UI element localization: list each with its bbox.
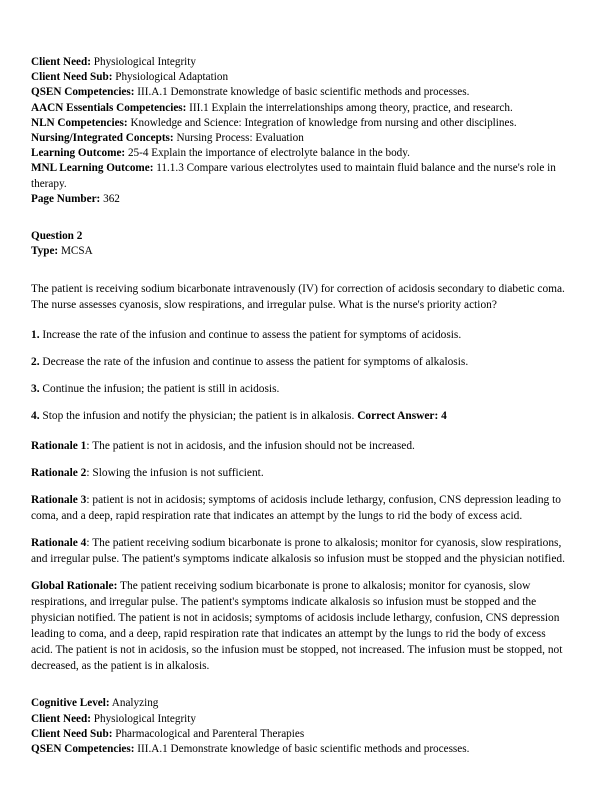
metadata-row-qsen-competencies [31, 85, 567, 100]
choice-text: Stop the infusion and notify the physician; the patient is in alkalosis. [42, 410, 355, 423]
choice-text: Continue the infusion; the patient is still in acidosis. [42, 383, 280, 396]
metadata-row-client-need-sub-bottom [31, 727, 567, 742]
metadata-row-nln-competencies [31, 116, 567, 131]
question-type-value: MCSA [60, 245, 93, 258]
answer-choice-2 [31, 354, 567, 370]
metadata-value: Physiological Adaptation [115, 71, 229, 84]
question-heading: Question 2 [31, 230, 83, 243]
choice-number: 1. [31, 329, 40, 342]
metadata-label: Nursing/Integrated Concepts: [31, 132, 174, 145]
answer-choice-4 [31, 408, 567, 424]
metadata-row-aacn-essentials-competencies [31, 101, 567, 116]
metadata-label: Cognitive Level: [31, 697, 110, 710]
rationale-label: Rationale 4 [31, 537, 87, 550]
metadata-row-client-need [31, 55, 567, 70]
global-rationale [31, 578, 567, 674]
metadata-label: MNL Learning Outcome: [31, 162, 154, 175]
rationale-1 [31, 438, 567, 454]
metadata-label: Page Number: [31, 192, 101, 205]
question-stem: The patient is receiving sodium bicarbonate intravenously (IV) for correction of acidosis secondary to diabetic coma. The nurse assesses cyanosis, slow respirations, and irregular pulse. What is the nurse's priority action? [31, 283, 565, 312]
spacer [31, 674, 567, 696]
metadata-row-qsen-competencies-bottom [31, 742, 567, 757]
metadata-value: 11.1.3 Compare various electrolytes used to maintain fluid balance and the nurse's role in therapy. [31, 162, 556, 190]
metadata-label: AACN Essentials Competencies: [31, 101, 187, 114]
rationale-separator: : [86, 440, 90, 453]
metadata-value: Analyzing [111, 697, 159, 710]
answer-choice-1 [31, 327, 567, 343]
metadata-label: QSEN Competencies: [31, 86, 135, 99]
rationales-list [31, 438, 567, 567]
rationale-separator: : [86, 467, 90, 480]
metadata-row-client-need-sub [31, 70, 567, 85]
metadata-label: Client Need Sub: [31, 71, 113, 84]
rationale-label: Rationale 1 [31, 440, 87, 453]
rationale-4 [31, 535, 567, 567]
choice-number: 2. [31, 356, 40, 369]
metadata-row-learning-outcome [31, 146, 567, 161]
spacer [31, 207, 567, 229]
metadata-label: Client Need: [31, 712, 91, 725]
choice-number: 3. [31, 383, 40, 396]
metadata-row-mnl-learning-outcome [31, 161, 567, 191]
correct-answer-value: 4 [441, 410, 447, 423]
metadata-value: Physiological Integrity [93, 712, 196, 725]
rationale-3 [31, 492, 567, 524]
rationale-text: The patient is not in acidosis, and the infusion should not be increased. [92, 440, 415, 453]
spacer [31, 424, 567, 438]
correct-answer-label: Correct Answer: [357, 410, 439, 423]
metadata-value: Physiological Integrity [93, 56, 196, 68]
rationale-text: The patient receiving sodium bicarbonate is prone to alkalosis; monitor for cyanosis, slow respirations, and irregular pulse. The patient's symptoms indicate alkalosis so infusion must be stopped and the physician notified. [31, 537, 565, 566]
global-rationale-label: Global Rationale: [31, 580, 118, 593]
rationale-separator: : [86, 494, 90, 507]
metadata-row-client-need-bottom [31, 712, 567, 727]
metadata-value: III.A.1 Demonstrate knowledge of basic scientific methods and processes. [137, 743, 470, 756]
metadata-value: III.1 Explain the interrelationships among theory, practice, and research. [189, 101, 513, 114]
rationale-separator: : [86, 537, 90, 550]
rationale-label: Rationale 2 [31, 467, 87, 480]
rationale-text: Slowing the infusion is not sufficient. [92, 467, 264, 480]
spacer [31, 313, 567, 327]
metadata-value: Knowledge and Science: Integration of knowledge from nursing and other disciplines. [130, 116, 517, 129]
metadata-value: III.A.1 Demonstrate knowledge of basic scientific methods and processes. [137, 86, 470, 99]
top-metadata-block [31, 55, 567, 207]
rationale-text: patient is not in acidosis; symptoms of acidosis include lethargy, confusion, CNS depression leading to coma, and a deep, rapid respiration rate that indicates an attempt by the lungs to rid the body of excess acid. [31, 494, 561, 523]
global-rationale-text: The patient receiving sodium bicarbonate is prone to alkalosis; monitor for cyanosis, slow respirations, and irregular pulse. The patient's symptoms indicate alkalosis so infusion must be stopped and the physician notified. The patient is not in acidosis; symptoms of acidosis include lethargy, confusion, CNS depression leading to coma, and a deep, rapid respiration rate that indicates an attempt by the lungs to rid the body of excess acid. The patient is not in acidosis, so the infusion must be stopped, not increased. The infusion must be stopped, not decreased, as the patient is in alkalosis. [31, 580, 563, 673]
metadata-value: Nursing Process: Evaluation [176, 132, 304, 145]
metadata-row-nursing-integrated-concepts [31, 131, 567, 146]
choice-number: 4. [31, 410, 40, 423]
question-type-row [31, 244, 567, 259]
metadata-value: 362 [103, 192, 120, 205]
question-type-label: Type: [31, 245, 59, 258]
bottom-metadata-block [31, 696, 567, 757]
metadata-label: Client Need: [31, 56, 91, 68]
metadata-value: Pharmacological and Parenteral Therapies [115, 727, 305, 740]
metadata-label: Learning Outcome: [31, 147, 126, 160]
rationale-2 [31, 465, 567, 481]
choice-text: Decrease the rate of the infusion and continue to assess the patient for symptoms of alkalosis. [42, 356, 469, 369]
answer-choice-3 [31, 381, 567, 397]
metadata-row-page-number [31, 192, 567, 207]
spacer [31, 259, 567, 281]
metadata-label: NLN Competencies: [31, 116, 128, 129]
metadata-label: Client Need Sub: [31, 727, 113, 740]
choice-text: Increase the rate of the infusion and continue to assess the patient for symptoms of acidosis. [42, 329, 462, 342]
metadata-value: 25-4 Explain the importance of electrolyte balance in the body. [127, 147, 410, 160]
metadata-label: QSEN Competencies: [31, 743, 135, 756]
answer-choices-list [31, 327, 567, 424]
rationale-label: Rationale 3 [31, 494, 87, 507]
metadata-row-cognitive-level [31, 696, 567, 711]
